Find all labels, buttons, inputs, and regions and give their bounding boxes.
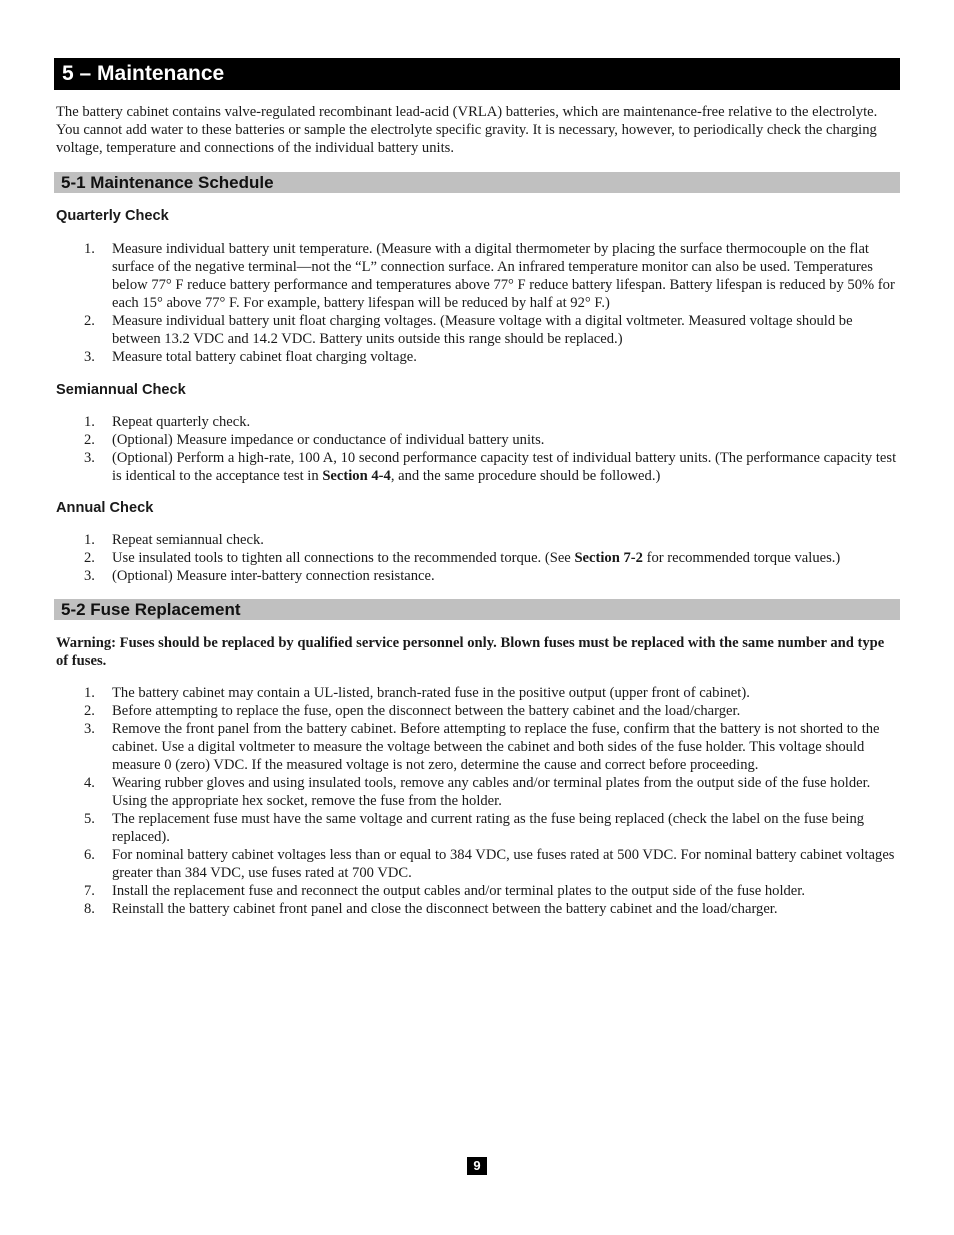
list-item-text: Remove the front panel from the battery cabinet. Before attempting to replace the fuse, confirm that the battery is not shorted to the cabinet. Use a digital voltmeter to measure the voltage between the cabinet and both sides of the fuse holder. This voltage should measure 0 (zero) VDC. If the measured voltage is not zero, determine the cause and correct before proceeding. bbox=[112, 721, 880, 773]
list-item-text: (Optional) Measure inter-battery connection resistance. bbox=[112, 568, 435, 584]
list-item bbox=[54, 348, 900, 366]
section-title-fuse-replacement: 5-2 Fuse Replacement bbox=[54, 599, 900, 620]
list-item-number: 2. bbox=[84, 432, 95, 448]
list-item bbox=[54, 449, 900, 485]
list-item-text: The battery cabinet may contain a UL-listed, branch-rated fuse in the positive output (upper front of cabinet). bbox=[112, 685, 750, 701]
section-reference: Section 4-4 bbox=[322, 468, 391, 484]
list-item bbox=[54, 774, 900, 810]
list-item-text: (Optional) Measure impedance or conductance of individual battery units. bbox=[112, 432, 545, 448]
list-item-text: Install the replacement fuse and reconnect the output cables and/or terminal plates to the output side of the fuse holder. bbox=[112, 883, 805, 899]
list-item-number: 1. bbox=[84, 241, 95, 257]
list-item-number: 1. bbox=[84, 414, 95, 430]
intro-paragraph: The battery cabinet contains valve-regulated recombinant lead-acid (VRLA) batteries, which are maintenance-free relative to the electrolyte. You cannot add water to these batteries or sample the electrolyte specific gravity. It is necessary, however, to periodically check the charging voltage, temperature and connections of the individual battery units. bbox=[56, 104, 878, 156]
list-item-number: 2. bbox=[84, 703, 95, 719]
list-item-text: The replacement fuse must have the same voltage and current rating as the fuse being replaced (check the label on the fuse being replaced). bbox=[112, 811, 865, 845]
list-item-number: 3. bbox=[84, 349, 95, 365]
list-item-number: 1. bbox=[84, 685, 95, 701]
annual-check-list bbox=[54, 531, 900, 585]
quarterly-check-list bbox=[54, 240, 900, 366]
list-item-text: Measure individual battery unit temperature. (Measure with a digital thermometer by placing the surface thermocouple on the flat surface of the negative terminal—not the “L” connection surface. An infrared temperature monitor can also be used. Temperatures below 77° F reduce battery performance and temperatures above 77° F reduce battery lifespan. Battery lifespan is reduced by 50% for each 15° above 77° F. For example, battery lifespan will be reduced by half at 92° F.) bbox=[112, 241, 895, 311]
list-item-number: 2. bbox=[84, 550, 95, 566]
list-item-number: 5. bbox=[84, 811, 95, 827]
list-item-number: 6. bbox=[84, 847, 95, 863]
fuse-replacement-list bbox=[54, 684, 900, 918]
list-item-number: 4. bbox=[84, 775, 95, 791]
quarterly-check-heading: Quarterly Check bbox=[56, 208, 169, 224]
list-item-number: 3. bbox=[84, 450, 95, 466]
page-content bbox=[54, 58, 900, 918]
list-item-text-part: (Optional) Perform a high-rate, 100 A, 10 second performance capacity test of individual battery units. (The performance capacity test is identical to the acceptance test in bbox=[112, 450, 897, 484]
list-item-number: 1. bbox=[84, 532, 95, 548]
list-item bbox=[54, 567, 900, 585]
annual-check-heading: Annual Check bbox=[56, 500, 154, 516]
list-item-text-part: for recommended torque values.) bbox=[642, 550, 841, 566]
list-item bbox=[54, 549, 900, 567]
list-item-text: Wearing rubber gloves and using insulated tools, remove any cables and/or terminal plates from the output side of the fuse holder. Using the appropriate hex socket, remove the fuse from the holder. bbox=[112, 775, 871, 809]
list-item bbox=[54, 702, 900, 720]
list-item bbox=[54, 531, 900, 549]
list-item-text bbox=[112, 450, 896, 484]
list-item-text-part: Use insulated tools to tighten all connections to the recommended torque. (See bbox=[112, 550, 575, 566]
list-item-number: 7. bbox=[84, 883, 95, 899]
list-item-number: 2. bbox=[84, 313, 95, 329]
list-item bbox=[54, 312, 900, 348]
list-item-text: For nominal battery cabinet voltages less than or equal to 384 VDC, use fuses rated at 500 VDC. For nominal battery cabinet voltages greater than 384 VDC, use fuses rated at 700 VDC. bbox=[112, 847, 895, 881]
list-item-text: Before attempting to replace the fuse, open the disconnect between the battery cabinet and the load/charger. bbox=[112, 703, 741, 719]
list-item-number: 3. bbox=[84, 721, 95, 737]
list-item bbox=[54, 413, 900, 431]
fuse-warning: Warning: Fuses should be replaced by qualified service personnel only. Blown fuses must be replaced with the same number and type of fuses. bbox=[56, 635, 885, 669]
list-item bbox=[54, 810, 900, 846]
list-item bbox=[54, 684, 900, 702]
list-item-number: 3. bbox=[84, 568, 95, 584]
list-item-text: Measure individual battery unit float charging voltages. (Measure voltage with a digital voltmeter. Measured voltage should be between 13.2 VDC and 14.2 VDC. Battery units outside this range should be replaced.) bbox=[112, 313, 853, 347]
semiannual-check-list bbox=[54, 413, 900, 485]
list-item bbox=[54, 720, 900, 774]
list-item bbox=[54, 431, 900, 449]
list-item-text bbox=[112, 550, 840, 566]
page-number: 9 bbox=[467, 1157, 487, 1175]
section-reference: Section 7-2 bbox=[574, 550, 643, 566]
list-item bbox=[54, 240, 900, 312]
list-item-number: 8. bbox=[84, 901, 95, 917]
section-title-maintenance-schedule: 5-1 Maintenance Schedule bbox=[54, 172, 900, 193]
list-item-text: Repeat quarterly check. bbox=[112, 414, 251, 430]
list-item-text: Measure total battery cabinet float charging voltage. bbox=[112, 349, 417, 365]
list-item-text: Reinstall the battery cabinet front panel and close the disconnect between the battery cabinet and the load/charger. bbox=[112, 901, 778, 917]
list-item bbox=[54, 882, 900, 900]
list-item-text-part: , and the same procedure should be followed.) bbox=[390, 468, 661, 484]
list-item-text: Repeat semiannual check. bbox=[112, 532, 264, 548]
list-item bbox=[54, 846, 900, 882]
semiannual-check-heading: Semiannual Check bbox=[56, 382, 186, 398]
chapter-title: 5 – Maintenance bbox=[54, 58, 900, 90]
list-item bbox=[54, 900, 900, 918]
